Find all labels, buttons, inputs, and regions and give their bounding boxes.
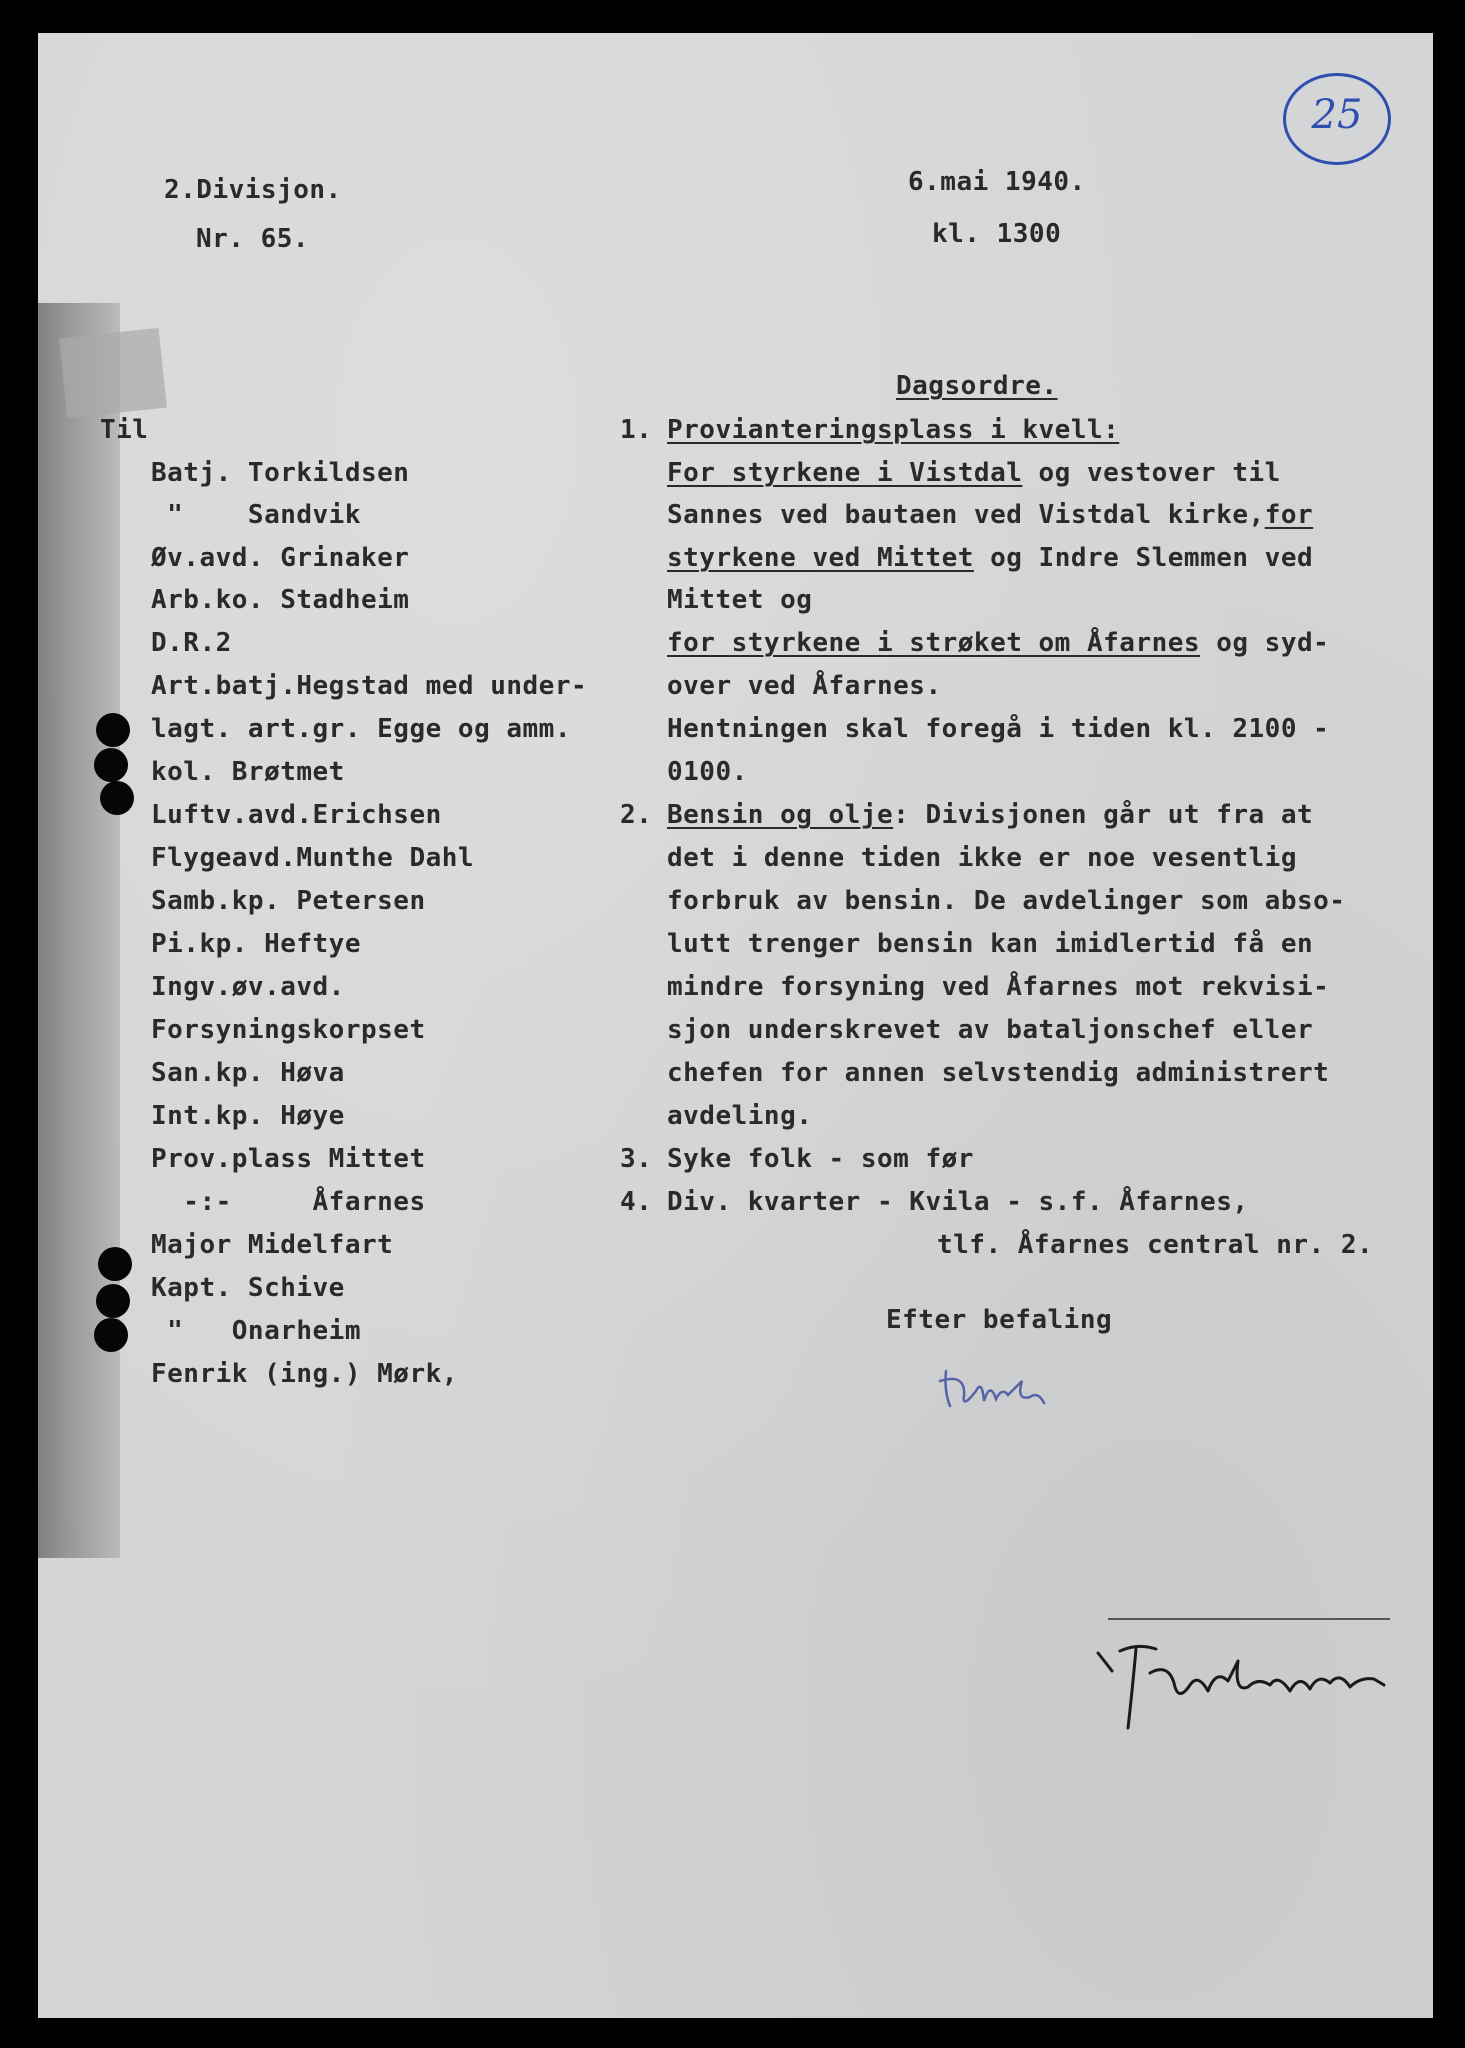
item-line: For styrkene i Vistdal og vestover til bbox=[667, 458, 1281, 488]
item-line: det i denne tiden ikke er noe vesentlig bbox=[667, 843, 1297, 873]
item-line: avdeling. bbox=[667, 1101, 813, 1131]
item-line: tlf. Åfarnes central nr. 2. bbox=[937, 1230, 1374, 1260]
item-number: 2. bbox=[620, 800, 653, 830]
recipient-line: -:- Åfarnes bbox=[151, 1187, 426, 1217]
item-line: Syke folk - som før bbox=[667, 1144, 974, 1174]
handwritten-signature bbox=[1078, 1633, 1408, 1743]
recipient-line: Major Midelfart bbox=[151, 1230, 394, 1260]
order-date: 6.mai 1940. bbox=[908, 167, 1086, 197]
recipient-line: Batj. Torkildsen bbox=[151, 458, 410, 488]
item-line: over ved Åfarnes. bbox=[667, 671, 942, 701]
unit-name: 2.Divisjon. bbox=[164, 175, 342, 205]
recipient-line: Fenrik (ing.) Mørk, bbox=[151, 1359, 458, 1389]
tape-strip bbox=[38, 303, 120, 1558]
item-number: 4. bbox=[620, 1187, 653, 1217]
punch-hole bbox=[94, 1318, 128, 1352]
recipient-line: Int.kp. Høye bbox=[151, 1101, 345, 1131]
item-line: sjon underskrevet av bataljonschef eller bbox=[667, 1015, 1314, 1045]
item-line: Bensin og olje: Divisjonen går ut fra at bbox=[667, 800, 1314, 830]
recipient-line: Pi.kp. Heftye bbox=[151, 929, 361, 959]
item-line: styrkene ved Mittet og Indre Slemmen ved bbox=[667, 543, 1314, 573]
item-line: lutt trenger bensin kan imidlertid få en bbox=[667, 929, 1314, 959]
recipient-line: Samb.kp. Petersen bbox=[151, 886, 426, 916]
item-line: Hentningen skal foregå i tiden kl. 2100 - bbox=[667, 714, 1330, 744]
signature-line bbox=[1108, 1618, 1390, 1620]
punch-hole bbox=[94, 748, 128, 782]
item-line: Div. kvarter - Kvila - s.f. Åfarnes, bbox=[667, 1187, 1249, 1217]
recipient-line: Forsyningskorpset bbox=[151, 1015, 426, 1045]
closing-text: Efter befaling bbox=[886, 1305, 1113, 1335]
order-number: Nr. 65. bbox=[196, 224, 310, 254]
recipient-line: Flygeavd.Munthe Dahl bbox=[151, 843, 475, 873]
recipient-line: Art.batj.Hegstad med under- bbox=[151, 671, 588, 701]
initials-signature bbox=[926, 1351, 1066, 1421]
item-line: forbruk av bensin. De avdelinger som abso- bbox=[667, 886, 1346, 916]
punch-hole bbox=[100, 781, 134, 815]
recipient-line: Ingv.øv.avd. bbox=[151, 972, 345, 1002]
recipient-line: " Onarheim bbox=[151, 1316, 361, 1346]
item-number: 3. bbox=[620, 1144, 653, 1174]
recipient-line: Kapt. Schive bbox=[151, 1273, 345, 1303]
recipient-line: Arb.ko. Stadheim bbox=[151, 585, 410, 615]
item-line: chefen for annen selvstendig administrert bbox=[667, 1058, 1330, 1088]
recipient-line: lagt. art.gr. Egge og amm. bbox=[151, 714, 571, 744]
order-time: kl. 1300 bbox=[932, 219, 1062, 249]
punch-hole bbox=[98, 1247, 132, 1281]
order-title: Dagsordre. bbox=[896, 371, 1058, 401]
recipient-line: kol. Brøtmet bbox=[151, 757, 345, 787]
item-line: 0100. bbox=[667, 757, 748, 787]
item-line: Mittet og bbox=[667, 585, 813, 615]
recipients-label: Til bbox=[100, 415, 149, 445]
item-line: Sannes ved bautaen ved Vistdal kirke,for bbox=[667, 500, 1314, 530]
item-line: mindre forsyning ved Åfarnes mot rekvisi- bbox=[667, 972, 1330, 1002]
item-number: 1. bbox=[620, 415, 653, 445]
document-page bbox=[38, 33, 1433, 2018]
recipient-line: " Sandvik bbox=[151, 500, 361, 530]
archive-number-stamp: 25 bbox=[1283, 73, 1391, 165]
recipient-line: Øv.avd. Grinaker bbox=[151, 543, 410, 573]
tape-fragment bbox=[59, 328, 167, 418]
recipient-line: San.kp. Høva bbox=[151, 1058, 345, 1088]
item-heading: Provianteringsplass i kvell: bbox=[667, 415, 1120, 445]
recipient-line: Prov.plass Mittet bbox=[151, 1144, 426, 1174]
item-line: for styrkene i strøket om Åfarnes og syd- bbox=[667, 628, 1330, 658]
punch-hole bbox=[96, 713, 130, 747]
punch-hole bbox=[96, 1284, 130, 1318]
recipient-line: D.R.2 bbox=[151, 628, 232, 658]
recipient-line: Luftv.avd.Erichsen bbox=[151, 800, 442, 830]
